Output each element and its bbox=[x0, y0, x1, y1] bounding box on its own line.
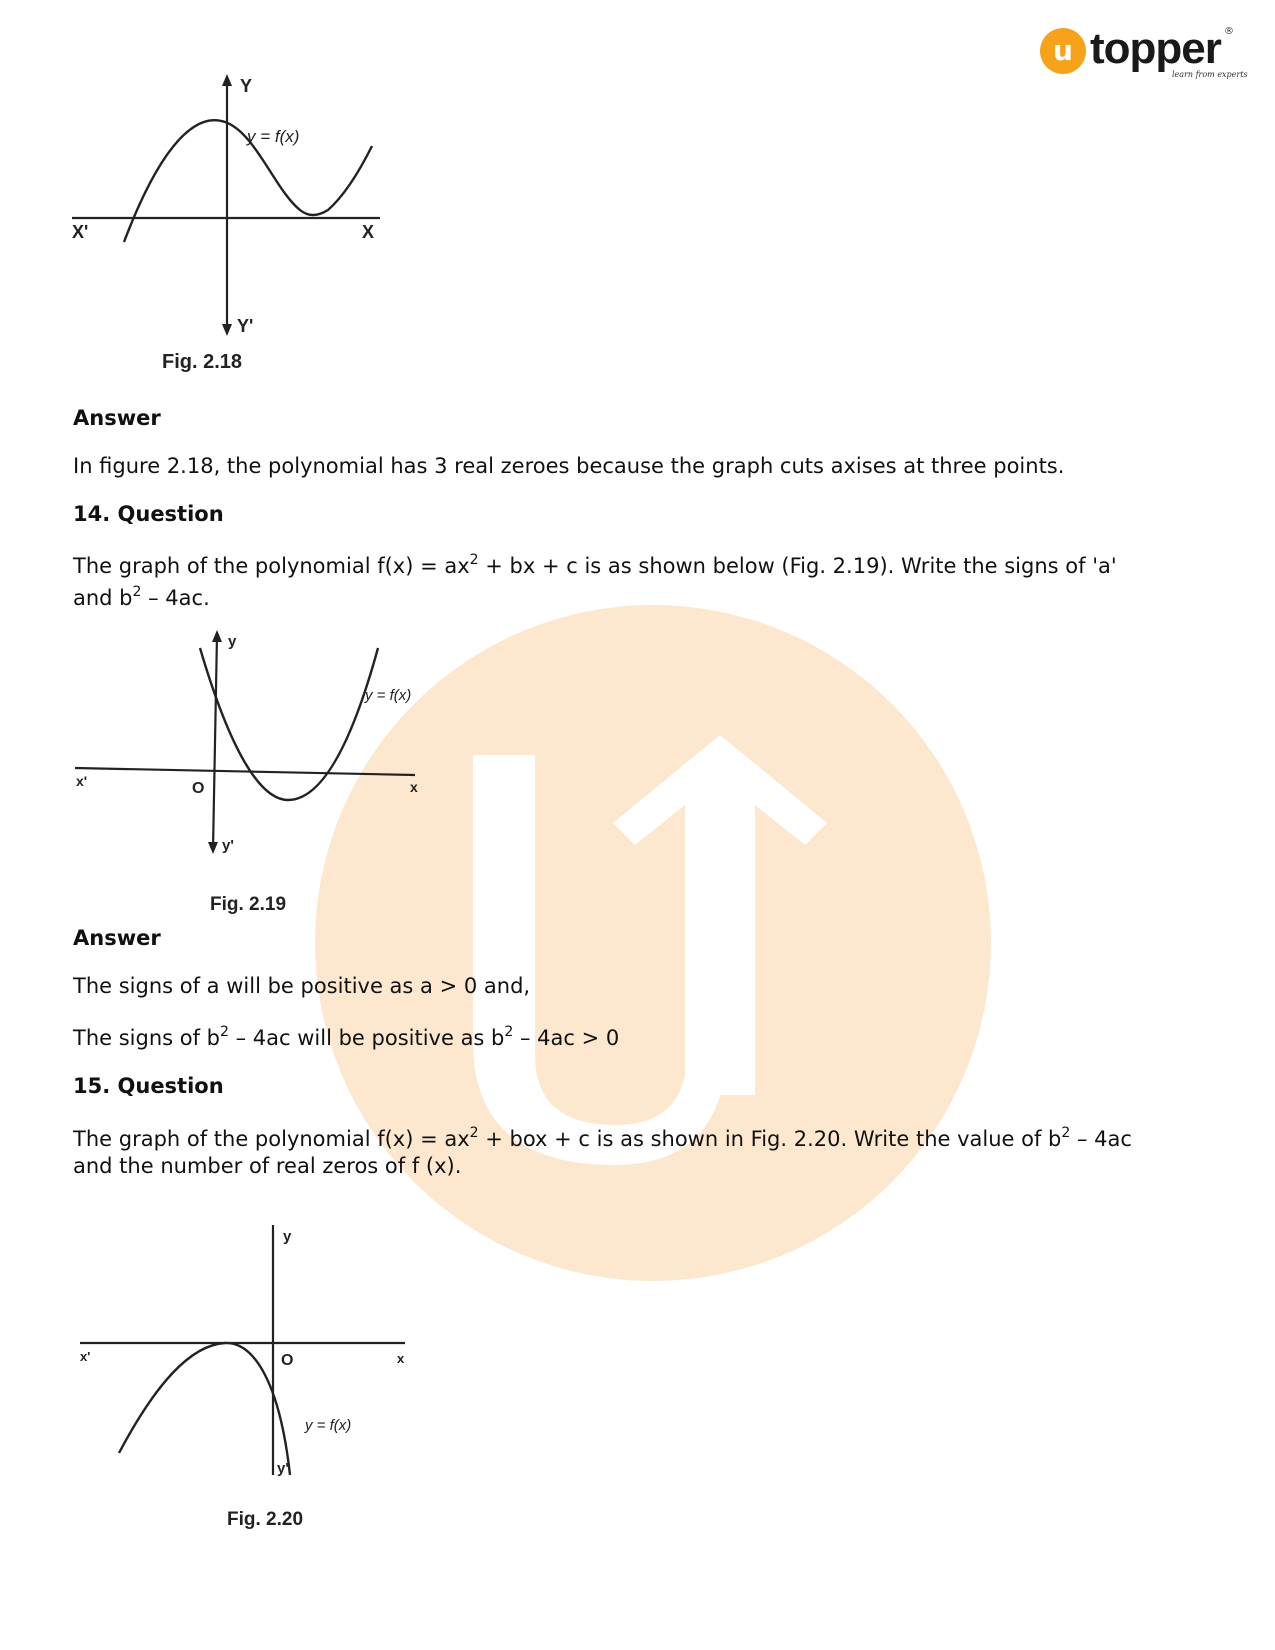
figure-2-20 bbox=[75, 1225, 415, 1530]
question-14-heading: 14. Question bbox=[73, 502, 224, 526]
y-top-label: y bbox=[228, 633, 237, 650]
y-top-label: y bbox=[283, 1228, 292, 1245]
function-label: y = f(x) bbox=[305, 1417, 352, 1434]
y-bottom-label: Y' bbox=[237, 316, 254, 336]
x-right-label: x bbox=[397, 1351, 405, 1366]
logo-tagline: learn from experts bbox=[1172, 70, 1248, 79]
question-15-line-2: and the number of real zeros of f (x). bbox=[73, 1154, 462, 1178]
y-axis bbox=[213, 635, 217, 850]
y-arrow-down-icon bbox=[222, 324, 232, 336]
origin-label: O bbox=[281, 1352, 294, 1369]
figure-caption: Fig. 2.19 bbox=[210, 894, 287, 915]
x-right-label: X bbox=[362, 222, 375, 242]
question-14-line-2: and $b^2 - 4ac$. bbox=[73, 584, 210, 610]
origin-label: O bbox=[192, 780, 205, 797]
function-label: y = f(x) bbox=[247, 127, 300, 146]
x-left-label: x' bbox=[76, 773, 88, 789]
registered-mark: ® bbox=[1224, 26, 1234, 37]
parabola-curve bbox=[200, 648, 378, 800]
answer-13-heading: Answer bbox=[73, 406, 161, 430]
parabola-curve bbox=[119, 1343, 290, 1475]
logo-wordmark: topper bbox=[1090, 24, 1221, 73]
figure-caption: Fig. 2.20 bbox=[227, 1509, 304, 1530]
answer-14-line-1: The signs of a will be positive as a > 0 and, bbox=[73, 974, 531, 998]
answer-14-line-2: The signs of $b^2 - 4ac$ will be positive as $b^2 - 4ac > 0$ bbox=[73, 1024, 620, 1050]
y-arrow-up-icon bbox=[212, 630, 222, 642]
x-axis bbox=[75, 768, 415, 775]
figure-2-19 bbox=[70, 630, 430, 915]
topper-logo-icon: u bbox=[1040, 28, 1086, 74]
x-left-label: x' bbox=[80, 1349, 91, 1364]
question-15-line-1: The graph of the polynomial $f(x) = ax^2$ + box + c is as shown in Fig. 2.20. Write the value of $b^2 - 4ac$ bbox=[73, 1125, 1132, 1151]
y-arrow-down-icon bbox=[208, 842, 218, 854]
answer-13-text: In figure 2.18, the polynomial has 3 real zeroes because the graph cuts axises at three points. bbox=[73, 454, 1065, 478]
question-14-line-1: The graph of the polynomial $f(x) = ax^2$ + bx + c is as shown below (Fig. 2.19). Write the signs of 'a' bbox=[73, 552, 1117, 578]
y-top-label: Y bbox=[240, 76, 253, 96]
question-15-heading: 15. Question bbox=[73, 1074, 224, 1098]
topper-logo bbox=[1040, 24, 1248, 86]
x-left-label: X' bbox=[72, 222, 89, 242]
answer-14-heading: Answer bbox=[73, 926, 161, 950]
y-arrow-up-icon bbox=[222, 74, 232, 86]
figure-caption: Fig. 2.18 bbox=[162, 351, 243, 373]
function-label: y = f(x) bbox=[365, 687, 412, 704]
x-right-label: x bbox=[410, 779, 418, 795]
figure-2-18 bbox=[60, 70, 400, 380]
y-bottom-label: y' bbox=[277, 1460, 289, 1477]
y-bottom-label: y' bbox=[222, 837, 234, 854]
